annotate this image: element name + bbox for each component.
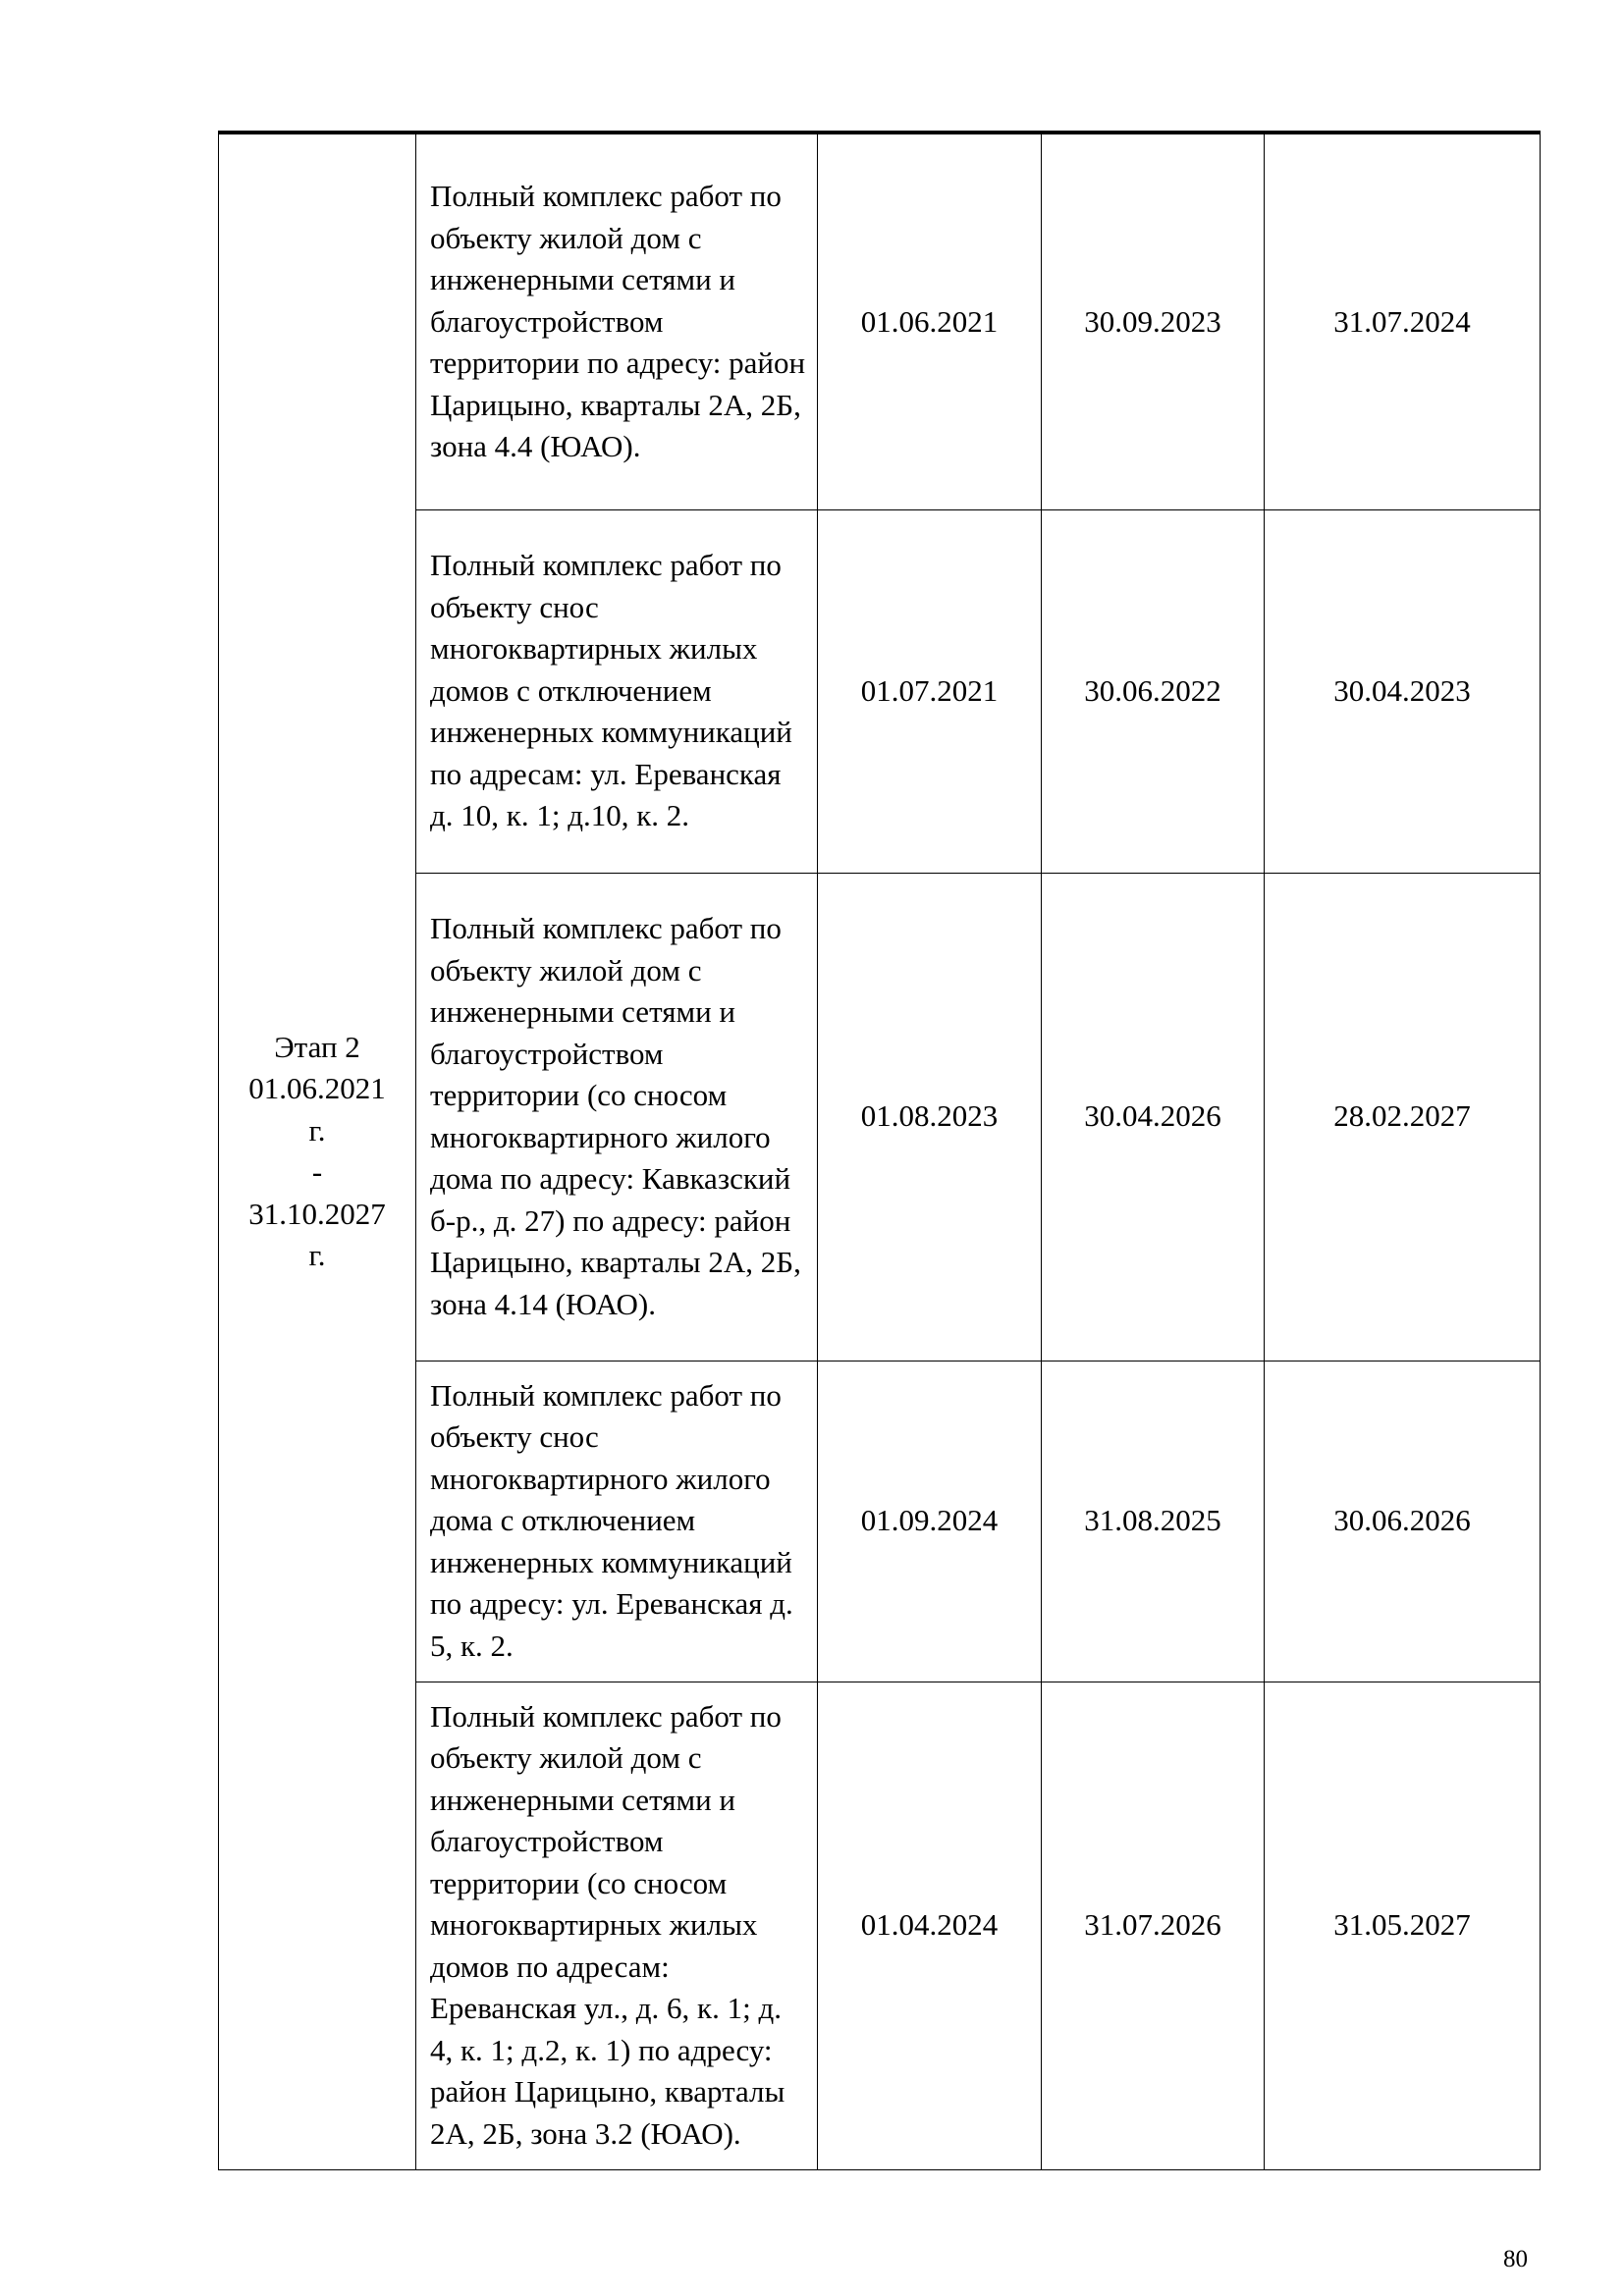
work-description: Полный комплекс работ по объекту жилой дом с инженерными сетями и благоустройством территории (со сносом многоквартирного жилого дома по адресу: Кавказский б-р., д. 27) по адресу: район Царицыно, кварталы 2А, 2Б, зона 4.14 (ЮАО). [416,873,818,1361]
work-description: Полный комплекс работ по объекту снос многоквартирных жилых домов с отключением инженерных коммуникаций по адресам: ул. Ереванская д. 10, к. 1; д.10, к. 2. [416,509,818,873]
table-row [219,1361,1541,1682]
schedule-table [218,131,1541,2170]
stage-start-suffix: г. [308,1112,326,1148]
work-description: Полный комплекс работ по объекту жилой дом с инженерными сетями и благоустройством территории (со сносом многоквартирных жилых домов по адресам: Ереванская ул., д. 6, к. 1; д. 4, к. 1; д.2, к. 1) по адресу: район Царицыно, кварталы 2А, 2Б, зона 3.2 (ЮАО). [416,1682,818,2169]
stage-cell [219,133,416,2169]
stage-label: Этап 2 [274,1029,360,1064]
start-date: 01.06.2021 [818,133,1042,509]
stage-separator: - [311,1154,323,1190]
table-row [219,1682,1541,2169]
table-row [219,873,1541,1361]
table-row [219,509,1541,873]
stage-end-date: 31.10.2027 [248,1196,386,1231]
page-number: 80 [1503,2246,1528,2272]
end-date: 30.06.2022 [1042,509,1265,873]
work-description: Полный комплекс работ по объекту снос многоквартирного жилого дома с отключением инженерных коммуникаций по адресу: ул. Ереванская д. 5, к. 2. [416,1361,818,1682]
end-date: 30.04.2026 [1042,873,1265,1361]
end-date: 31.08.2025 [1042,1361,1265,1682]
deadline-date: 31.05.2027 [1265,1682,1541,2169]
start-date: 01.09.2024 [818,1361,1042,1682]
deadline-date: 30.04.2023 [1265,509,1541,873]
deadline-date: 28.02.2027 [1265,873,1541,1361]
stage-start-date: 01.06.2021 [248,1071,386,1106]
start-date: 01.04.2024 [818,1682,1042,2169]
end-date: 31.07.2026 [1042,1682,1265,2169]
start-date: 01.07.2021 [818,509,1042,873]
start-date: 01.08.2023 [818,873,1042,1361]
work-description: Полный комплекс работ по объекту жилой дом с инженерными сетями и благоустройством территории по адресу: район Царицыно, кварталы 2А, 2Б, зона 4.4 (ЮАО). [416,133,818,509]
deadline-date: 30.06.2026 [1265,1361,1541,1682]
end-date: 30.09.2023 [1042,133,1265,509]
stage-end-suffix: г. [308,1238,326,1273]
deadline-date: 31.07.2024 [1265,133,1541,509]
table-row [219,133,1541,509]
